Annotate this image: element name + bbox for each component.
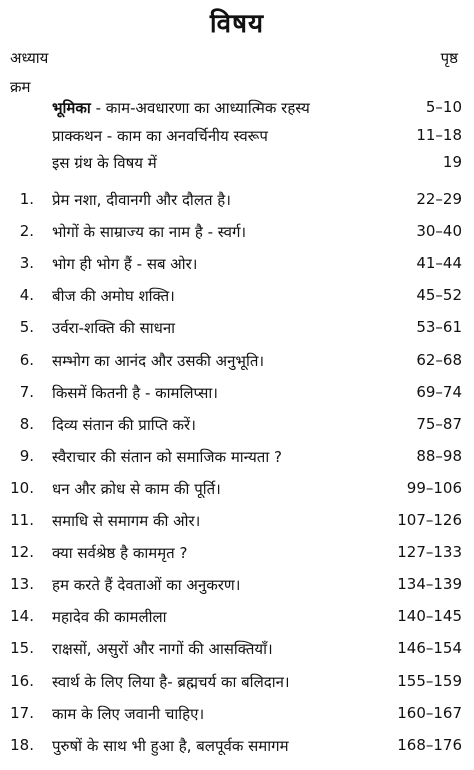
chapter-number: 18. xyxy=(10,735,34,754)
chapter-pages: 127–133 xyxy=(397,543,462,562)
chapter-pages: 168–176 xyxy=(397,735,462,754)
page-column-label: पृष्ठ xyxy=(440,49,458,67)
chapter-number: 11. xyxy=(10,511,34,529)
chapter-pages: 30–40 xyxy=(416,222,462,241)
chapter-number: 15. xyxy=(10,639,34,658)
intro-entry-preface xyxy=(52,98,310,118)
chapter-title: धन और क्रोध से काम की पूर्ति। xyxy=(52,479,221,498)
chapter-title: दिव्य संतान की प्राप्ति करें। xyxy=(52,415,196,434)
chapter-pages: 140–145 xyxy=(397,607,462,626)
sequence-column-label: क्रम xyxy=(10,78,31,96)
chapter-pages: 69–74 xyxy=(416,382,462,401)
chapter-number: 6. xyxy=(19,350,34,369)
chapter-number: 8. xyxy=(19,414,34,433)
chapter-title: महादेव की कामलीला xyxy=(52,608,167,627)
chapter-title: प्रेम नशा, दीवानगी और दौलत है। xyxy=(52,191,231,209)
chapter-pages: 107–126 xyxy=(397,511,462,529)
chapter-row xyxy=(0,479,474,503)
chapter-number: 5. xyxy=(19,318,34,337)
chapter-row xyxy=(0,607,474,631)
intro-entry-pages: 11–18 xyxy=(416,126,462,144)
chapter-row xyxy=(0,447,474,471)
chapter-pages: 22–29 xyxy=(416,190,462,208)
intro-entry-text: इस ग्रंथ के विषय में xyxy=(52,154,157,172)
chapter-column-label: अध्याय xyxy=(10,49,49,67)
chapter-pages: 88–98 xyxy=(416,446,462,465)
chapter-title: राक्षसों, असुरों और नागों की आसक्तियाँ। xyxy=(52,640,273,659)
chapter-pages: 146–154 xyxy=(397,639,462,658)
chapter-title: भोगों के साम्राज्य का नाम है - स्वर्ग। xyxy=(52,223,247,242)
intro-entry-pages: 5–10 xyxy=(425,98,462,116)
chapter-row xyxy=(0,672,474,696)
chapter-number: 2. xyxy=(19,222,34,241)
chapter-pages: 155–159 xyxy=(397,671,462,690)
chapter-pages: 53–61 xyxy=(416,318,462,337)
chapter-number: 3. xyxy=(19,254,34,273)
chapter-number: 17. xyxy=(10,703,34,722)
chapter-title: समाधि से समागम की ओर। xyxy=(52,512,201,530)
intro-entry-text: - काम-अवधारणा का आध्यात्मिक रहस्य xyxy=(90,99,310,117)
chapter-row xyxy=(0,383,474,407)
chapter-title: क्या सर्वश्रेष्ठ है काममृत ? xyxy=(52,544,188,563)
chapter-title: सम्भोग का आनंद और उसकी अनुभूति। xyxy=(52,351,265,370)
chapter-row xyxy=(0,254,474,278)
chapter-number: 1. xyxy=(19,190,34,208)
chapter-row xyxy=(0,639,474,663)
chapter-pages: 45–52 xyxy=(416,286,462,305)
intro-entry-foreword xyxy=(52,126,268,146)
chapter-row xyxy=(0,704,474,728)
chapter-row xyxy=(0,318,474,342)
intro-entry-pages: 19 xyxy=(442,153,462,171)
chapter-row xyxy=(0,543,474,567)
chapter-title: हम करते हैं देवताओं का अनुकरण। xyxy=(52,576,241,595)
chapter-row xyxy=(0,736,474,760)
chapter-title: बीज की अमोघ शक्ति। xyxy=(52,287,175,306)
page-title: विषय xyxy=(209,9,265,39)
intro-entry-text: प्राक्कथन - काम का अनवर्चिनीय स्वरूप xyxy=(52,127,268,145)
chapter-title: किसमें कितनी है - कामलिप्सा। xyxy=(52,383,218,402)
chapter-number: 9. xyxy=(19,446,34,465)
chapter-pages: 62–68 xyxy=(416,350,462,369)
intro-entry-title: भूमिका xyxy=(52,99,91,117)
chapter-pages: 41–44 xyxy=(416,254,462,273)
intro-entry-about xyxy=(52,153,157,173)
chapter-title: स्वार्थ के लिए लिया है- ब्रह्मचर्य का बलिदान। xyxy=(52,672,290,691)
chapter-pages: 99–106 xyxy=(406,478,462,497)
chapter-title: पुरुषों के साथ भी हुआ है, बलपूर्वक समागम xyxy=(52,736,289,755)
chapter-row xyxy=(0,575,474,599)
chapter-pages: 160–167 xyxy=(397,703,462,722)
chapter-number: 14. xyxy=(10,607,34,626)
chapter-pages: 134–139 xyxy=(397,575,462,594)
chapter-title: उर्वरा-शक्ति की साधना xyxy=(52,319,176,338)
chapter-row xyxy=(0,511,474,535)
chapter-number: 7. xyxy=(19,382,34,401)
chapter-row xyxy=(0,415,474,439)
chapter-number: 10. xyxy=(10,478,34,497)
chapter-row xyxy=(0,190,474,214)
chapter-title: भोग ही भोग हैं - सब ओर। xyxy=(52,255,198,274)
chapter-row xyxy=(0,222,474,246)
chapter-row xyxy=(0,286,474,310)
chapter-title: स्वैराचार की संतान को समाजिक मान्यता ? xyxy=(52,447,282,466)
chapter-number: 4. xyxy=(19,286,34,305)
chapter-pages: 75–87 xyxy=(416,414,462,433)
chapter-number: 16. xyxy=(10,671,34,690)
chapter-row xyxy=(0,351,474,375)
chapter-number: 13. xyxy=(10,575,34,594)
chapter-title: काम के लिए जवानी चाहिए। xyxy=(52,704,205,723)
chapter-number: 12. xyxy=(10,543,34,562)
